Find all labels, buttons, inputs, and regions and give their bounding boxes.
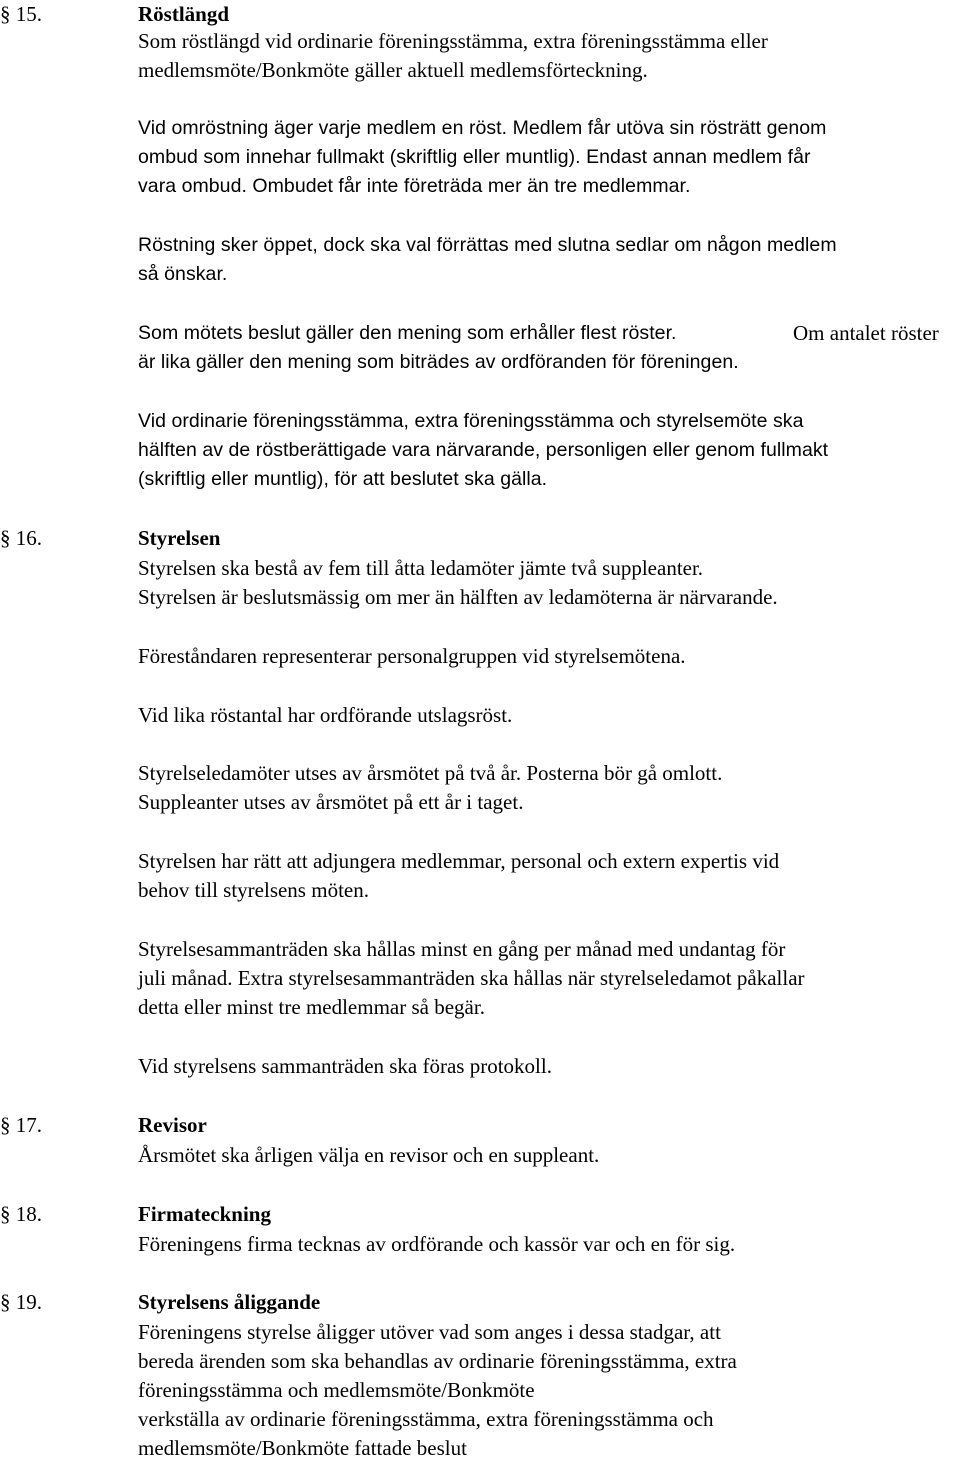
paragraph-line: så önskar. bbox=[138, 263, 228, 285]
paragraph-line: ombud som innehar fullmakt (skriftlig eller muntlig). Endast annan medlem får bbox=[138, 146, 811, 168]
paragraph-line: medlemsmöte/Bonkmöte gäller aktuell medlemsförteckning. bbox=[138, 58, 648, 82]
paragraph-line: detta eller minst tre medlemmar så begär. bbox=[138, 995, 485, 1019]
section-number: § 19. bbox=[0, 1290, 42, 1314]
paragraph-line: Styrelseledamöter utses av årsmötet på två år. Posterna bör gå omlott. bbox=[138, 761, 723, 785]
paragraph-line: Vid styrelsens sammanträden ska föras protokoll. bbox=[138, 1054, 552, 1078]
section-title: Styrelsens åliggande bbox=[138, 1290, 321, 1314]
paragraph-line: Suppleanter utses av årsmötet på ett år i taget. bbox=[138, 790, 524, 814]
paragraph-line: Styrelsesammanträden ska hållas minst en gång per månad med undantag för bbox=[138, 937, 786, 961]
section-title: Revisor bbox=[138, 1113, 207, 1137]
paragraph-line: behov till styrelsens möten. bbox=[138, 878, 369, 902]
paragraph-line: Styrelsen är beslutsmässig om mer än hälften av ledamöterna är närvarande. bbox=[138, 585, 778, 609]
paragraph-line: Föreståndaren representerar personalgruppen vid styrelsemötena. bbox=[138, 644, 686, 668]
paragraph-line: vara ombud. Ombudet får inte företräda mer än tre medlemmar. bbox=[138, 175, 691, 197]
paragraph-line: Som mötets beslut gäller den mening som erhåller flest röster. bbox=[138, 322, 677, 344]
paragraph-line: föreningsstämma och medlemsmöte/Bonkmöte bbox=[138, 1378, 535, 1402]
paragraph-line: Vid ordinarie föreningsstämma, extra föreningsstämma och styrelsemöte ska bbox=[138, 410, 804, 432]
paragraph-line: Styrelsen har rätt att adjungera medlemmar, personal och extern expertis vid bbox=[138, 849, 780, 873]
paragraph-line: Som röstlängd vid ordinarie föreningsstämma, extra föreningsstämma eller bbox=[138, 29, 768, 53]
paragraph-line: Vid lika röstantal har ordförande utslagsröst. bbox=[138, 703, 513, 727]
paragraph-line: Vid omröstning äger varje medlem en röst. Medlem får utöva sin rösträtt genom bbox=[138, 117, 827, 139]
paragraph-line: Föreningens firma tecknas av ordförande och kassör var och en för sig. bbox=[138, 1232, 736, 1256]
section-title: Röstlängd bbox=[138, 2, 230, 26]
section-number: § 17. bbox=[0, 1113, 42, 1137]
section-number: § 18. bbox=[0, 1202, 42, 1226]
paragraph-line: verkställa av ordinarie föreningsstämma, extra föreningsstämma och bbox=[138, 1407, 714, 1431]
paragraph-line: Styrelsen ska bestå av fem till åtta ledamöter jämte två suppleanter. bbox=[138, 556, 704, 580]
paragraph-line: hälften av de röstberättigade vara närvarande, personligen eller genom fullmakt bbox=[138, 439, 829, 461]
section-number: § 16. bbox=[0, 526, 42, 550]
paragraph-line: juli månad. Extra styrelsesammanträden ska hållas när styrelseledamot påkallar bbox=[138, 966, 805, 990]
paragraph-line: medlemsmöte/Bonkmöte fattade beslut bbox=[138, 1436, 467, 1460]
paragraph-line: Årsmötet ska årligen välja en revisor och en suppleant. bbox=[138, 1143, 600, 1167]
paragraph-line: bereda ärenden som ska behandlas av ordinarie föreningsstämma, extra bbox=[138, 1349, 737, 1373]
section-title: Styrelsen bbox=[138, 526, 221, 550]
paragraph-line: Om antalet röster bbox=[793, 321, 939, 345]
paragraph-line: Föreningens styrelse åligger utöver vad som anges i dessa stadgar, att bbox=[138, 1320, 721, 1344]
paragraph-line: (skriftlig eller muntlig), för att beslutet ska gälla. bbox=[138, 468, 548, 490]
paragraph-line: är lika gäller den mening som biträdes av ordföranden för föreningen. bbox=[138, 351, 739, 373]
section-number: § 15. bbox=[0, 2, 42, 26]
paragraph-line: Röstning sker öppet, dock ska val förrättas med slutna sedlar om någon medlem bbox=[138, 234, 837, 256]
section-title: Firmateckning bbox=[138, 1202, 271, 1226]
